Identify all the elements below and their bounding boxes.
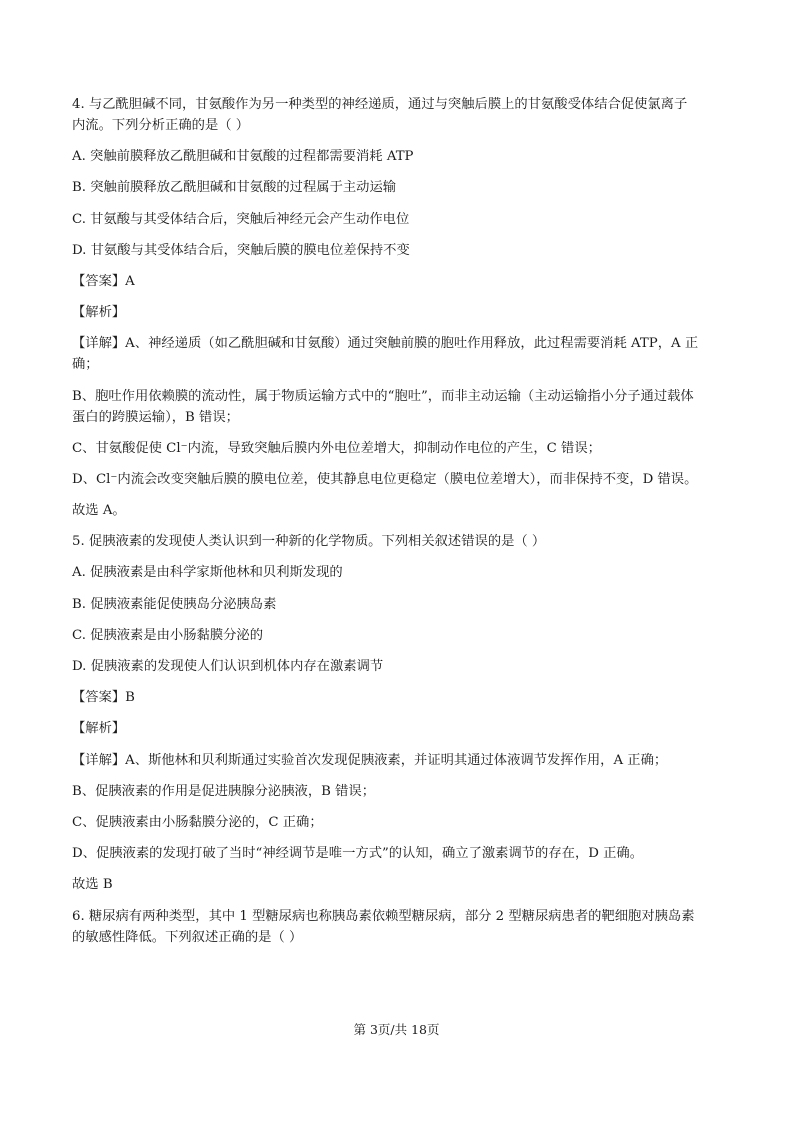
question-4-detail-line-2: 确； bbox=[72, 357, 99, 373]
question-5-option-b: B. 促胰液素能促使胰岛分泌胰岛素 bbox=[72, 596, 277, 612]
question-4-answer: 【答案】A bbox=[72, 273, 135, 289]
question-5-answer: 【答案】B bbox=[72, 690, 135, 706]
question-5-choose: 故选 B bbox=[72, 877, 113, 893]
question-4-stem-line-2: 内流。下列分析正确的是（ ） bbox=[72, 118, 250, 133]
question-5-option-a: A. 促胰液素是由科学家斯他林和贝利斯发现的 bbox=[72, 565, 343, 581]
question-4-explain-b-line-2: 蛋白的跨膜运输），B 错误； bbox=[72, 409, 239, 425]
question-5-option-d: D. 促胰液素的发现使人们认识到机体内存在激素调节 bbox=[72, 659, 384, 674]
page-content bbox=[72, 94, 720, 958]
question-5-stem: 5. 促胰液素的发现使人类认识到一种新的化学物质。下列相关叙述错误的是（ ） bbox=[72, 534, 546, 550]
question-5-analysis-label: 【解析】 bbox=[72, 721, 126, 737]
page-footer bbox=[0, 1021, 793, 1039]
question-4-option-c: C. 甘氨酸与其受体结合后，突触后神经元会产生动作电位 bbox=[72, 211, 410, 227]
question-5-option-c: C. 促胰液素是由小肠黏膜分泌的 bbox=[72, 627, 264, 643]
question-5-explain-c: C、促胰液素由小肠黏膜分泌的，C 正确； bbox=[72, 814, 323, 830]
question-4-choose: 故选 A。 bbox=[72, 503, 126, 519]
question-4-analysis-label: 【解析】 bbox=[72, 305, 126, 321]
question-6-stem-line-1: 6. 糖尿病有两种类型，其中 1 型糖尿病也称胰岛素依赖型糖尿病，部分 2 型糖尿病患者的靶细胞对胰岛素 bbox=[72, 908, 695, 924]
question-6-stem-line-2: 的敏感性降低。下列叙述正确的是（ ） bbox=[72, 929, 303, 945]
question-5-detail: 【详解】A、斯他林和贝利斯通过实验首次发现促胰液素，并证明其通过体液调节发挥作用，A 正确； bbox=[72, 752, 668, 768]
question-5-explain-b: B、促胰液素的作用是促进胰腺分泌胰液，B 错误； bbox=[72, 783, 376, 799]
question-4-stem-line-1: 4. 与乙酰胆碱不同，甘氨酸作为另一种类型的神经递质，通过与突触后膜上的甘氨酸受体结合促使氯离子 bbox=[72, 97, 688, 112]
question-4-option-d: D. 甘氨酸与其受体结合后，突触后膜的膜电位差保持不变 bbox=[72, 242, 410, 258]
question-4-detail-line-1: 【详解】A、神经递质（如乙酰胆碱和甘氨酸）通过突触前膜的胞吐作用释放，此过程需要消耗 ATP，A 正 bbox=[72, 336, 699, 352]
question-4-option-a: A. 突触前膜释放乙酰胆碱和甘氨酸的过程都需要消耗 ATP bbox=[72, 149, 414, 165]
question-5-explain-d: D、促胰液素的发现打破了当时“神经调节是唯一方式”的认知，确立了激素调节的存在，D 正确。 bbox=[72, 846, 644, 862]
question-4-explain-d: D、Cl⁻内流会改变突触后膜的膜电位差，使其静息电位更稳定（膜电位差增大），而非保持不变，D 错误。 bbox=[72, 471, 698, 487]
page-number-label: 第 3页/共 18页 bbox=[353, 1022, 440, 1037]
question-4-explain-c: C、甘氨酸促使 Cl⁻内流，导致突触后膜内外电位差增大，抑制动作电位的产生，C 错误； bbox=[72, 440, 601, 456]
question-4-explain-b-line-1: B、胞吐作用依赖膜的流动性，属于物质运输方式中的“胞吐”，而非主动运输（主动运输指小分子通过载体 bbox=[72, 388, 694, 404]
question-4-option-b: B. 突触前膜释放乙酰胆碱和甘氨酸的过程属于主动运输 bbox=[72, 180, 397, 196]
